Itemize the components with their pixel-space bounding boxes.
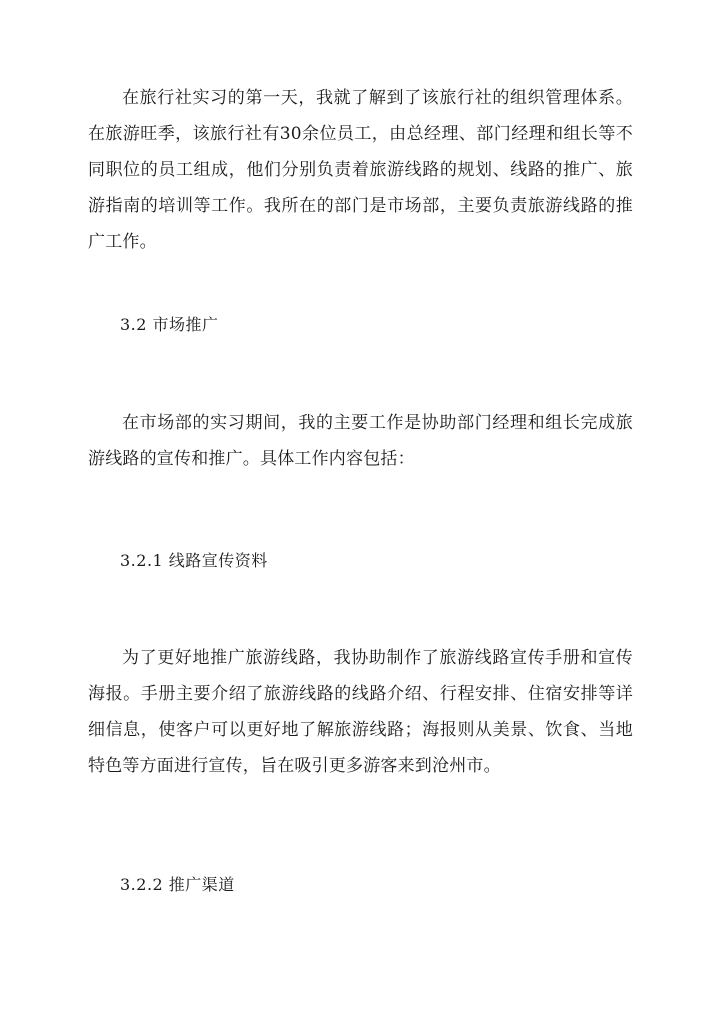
paragraph-marketing-work: 在市场部的实习期间，我的主要工作是协助部门经理和组长完成旅游线路的宣传和推广。具体工作内容包括： — [88, 413, 633, 469]
section-heading-promo-materials: 3.2.1 线路宣传资料 — [120, 551, 268, 570]
paragraph-promo-materials: 为了更好地推广旅游线路，我协助制作了旅游线路宣传手册和宣传海报。手册主要介绍了旅游线路的线路介绍、行程安排、住宿安排等详细信息，使客户可以更好地了解旅游线路；海报则从美景、饮食、当地特色等方面进行宣传，旨在吸引更多游客来到沧州市。 — [88, 648, 633, 776]
section-heading-channels: 3.2.2 推广渠道 — [120, 875, 235, 894]
paragraph-organization: 在旅行社实习的第一天，我就了解到了该旅行社的组织管理体系。在旅游旺季，该旅行社有30余位员工，由总经理、部门经理和组长等不同职位的员工组成，他们分别负责着旅游线路的规划、线路的推广、旅游指南的培训等工作。我所在的部门是市场部，主要负责旅游线路的推广工作。 — [88, 88, 633, 252]
section-heading-marketing: 3.2 市场推广 — [120, 315, 219, 334]
